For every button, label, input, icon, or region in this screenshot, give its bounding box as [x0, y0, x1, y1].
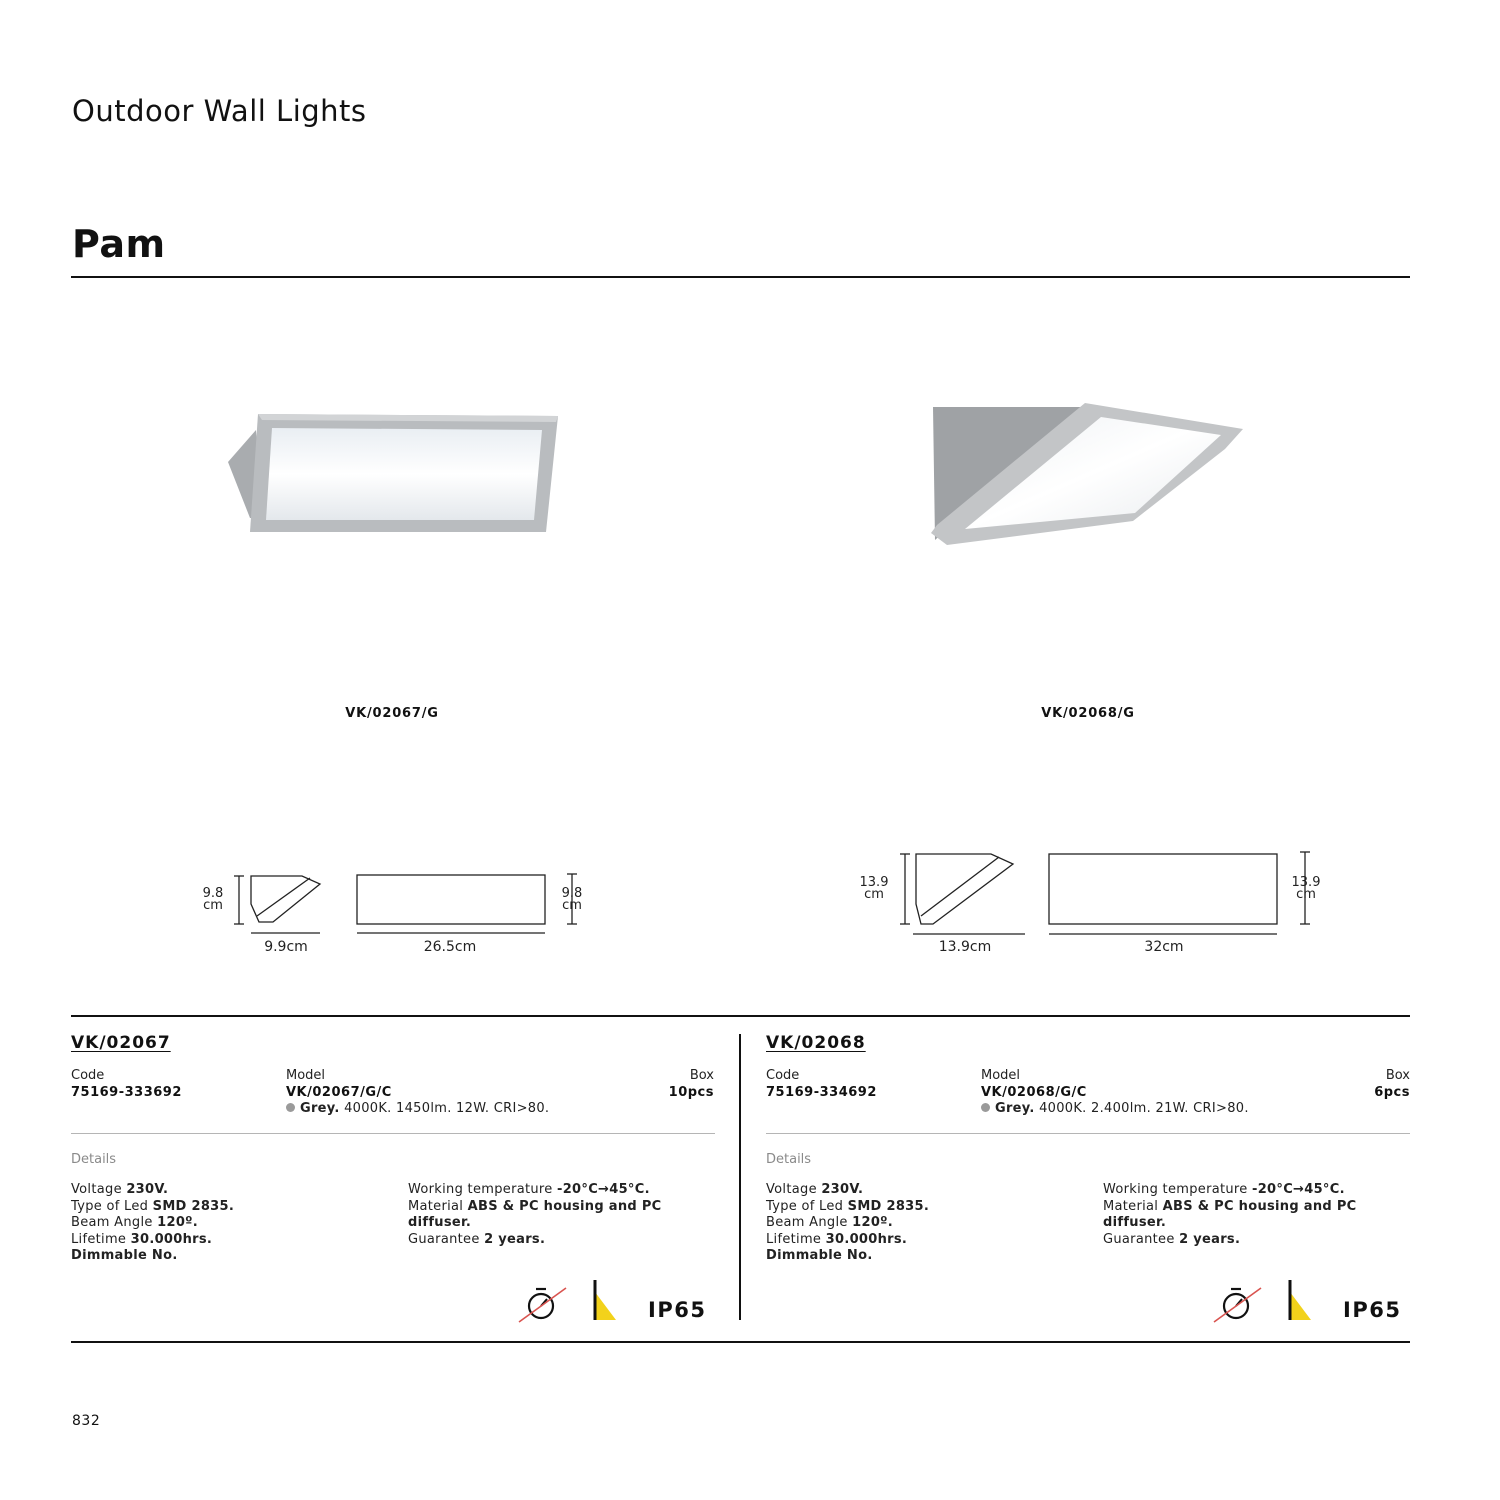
spec-line-2: Grey. 4000K. 2.400lm. 21W. CRI>80. [981, 1100, 1249, 1117]
dim-height-left-1: 9.8 cm [202, 886, 224, 913]
lamp-diffuser [266, 428, 542, 520]
column-divider [739, 1034, 741, 1320]
box-label-2: Box [1385, 1068, 1410, 1083]
code-label-2: Code [766, 1068, 800, 1083]
page-number: 832 [72, 1413, 101, 1429]
dim-width-2: 32cm [1144, 939, 1184, 955]
details-divider-2 [766, 1133, 1410, 1134]
details-right-2: Working temperature -20°C→45°C. Material ABS & PC housing and PC diffuser. Guarantee 2 years. [1103, 1182, 1357, 1247]
product-title-1: VK/02067 [71, 1033, 171, 1053]
family-title: Pam [72, 222, 166, 266]
model-label-1: Model [286, 1068, 326, 1083]
photo-label-2: VK/02068/G [1041, 706, 1135, 721]
no-dimmer-icon [516, 1284, 570, 1326]
spec-line-1: Grey. 4000K. 1450lm. 12W. CRI>80. [286, 1100, 549, 1117]
details-label-2: Details [766, 1152, 812, 1167]
dim-height-right-2: 13.9 cm [1291, 875, 1321, 902]
product-photo-vk02067 [220, 400, 570, 545]
no-dimmer-icon [1211, 1284, 1265, 1326]
dim-depth-2: 13.9cm [938, 939, 992, 955]
code-label-1: Code [71, 1068, 105, 1083]
dim-height-right-1: 9.8 cm [561, 886, 583, 913]
details-left-1: Voltage 230V. Type of Led SMD 2835. Beam Angle 120º. Lifetime 30.000hrs. Dimmable No. [71, 1182, 235, 1263]
model-value-1: VK/02067/G/C [286, 1085, 392, 1100]
box-value-1: 10pcs [668, 1085, 714, 1100]
grey-color-swatch [981, 1103, 990, 1112]
model-value-2: VK/02068/G/C [981, 1085, 1087, 1100]
details-label-1: Details [71, 1152, 117, 1167]
dim-depth-1: 9.9cm [264, 939, 308, 955]
dim-width-1: 26.5cm [423, 939, 477, 955]
code-value-2: 75169-334692 [766, 1085, 877, 1100]
title-divider [71, 276, 1410, 278]
details-right-1: Working temperature -20°C→45°C. Material ABS & PC housing and PC diffuser. Guarantee 2 years. [408, 1182, 662, 1247]
specs-top-divider [71, 1015, 1410, 1017]
product-title-2: VK/02068 [766, 1033, 866, 1053]
beam-angle-icon [588, 1278, 622, 1324]
model-label-2: Model [981, 1068, 1021, 1083]
code-value-1: 75169-333692 [71, 1085, 182, 1100]
dimension-drawing-vk02067 [230, 868, 580, 938]
ip-rating-2: IP65 [1343, 1298, 1402, 1322]
specs-bottom-divider [71, 1341, 1410, 1343]
box-value-2: 6pcs [1374, 1085, 1410, 1100]
product-photo-vk02068 [925, 395, 1255, 555]
box-label-1: Box [689, 1068, 714, 1083]
photo-label-1: VK/02067/G [345, 706, 439, 721]
grey-color-swatch [286, 1103, 295, 1112]
ip-rating-1: IP65 [648, 1298, 707, 1322]
category-title: Outdoor Wall Lights [72, 94, 367, 128]
beam-angle-icon [1283, 1278, 1317, 1324]
dim-height-left-2: 13.9 cm [859, 875, 889, 902]
details-left-2: Voltage 230V. Type of Led SMD 2835. Beam Angle 120º. Lifetime 30.000hrs. Dimmable No. [766, 1182, 930, 1263]
details-divider-1 [71, 1133, 715, 1134]
dimension-drawing-vk02068 [895, 848, 1315, 940]
